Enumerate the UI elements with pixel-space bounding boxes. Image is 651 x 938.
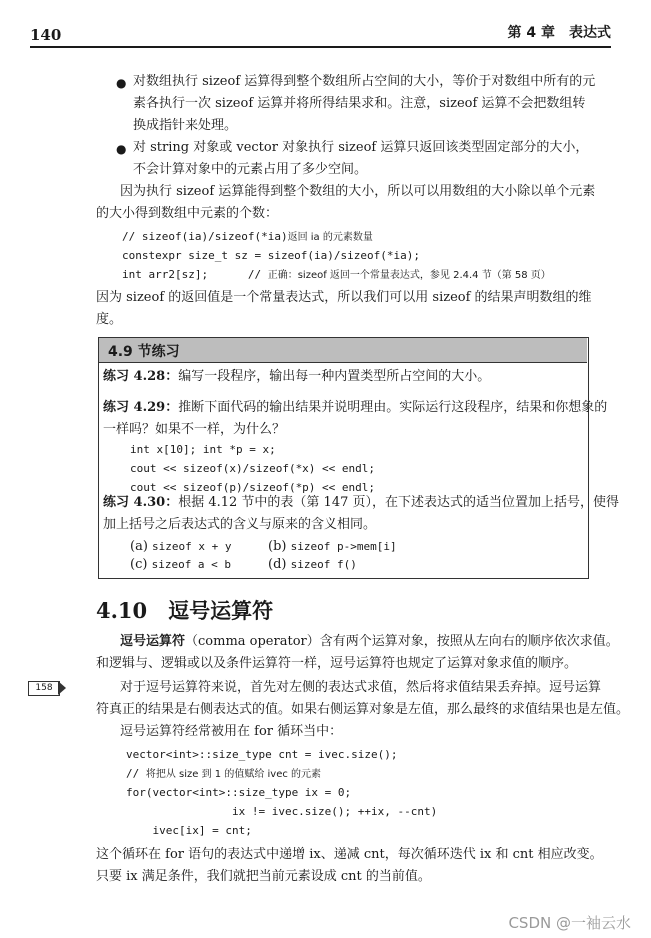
exercise-4-30-line-2: 加上括号之后表达式的含义与原来的含义相同。 xyxy=(103,517,377,532)
exercise-label: 练习 4.28： xyxy=(103,369,179,384)
item-expr: sizeof a < b xyxy=(151,558,232,571)
item-tag: (c) xyxy=(130,557,148,572)
item-expr: sizeof f() xyxy=(290,558,357,571)
bullet-1-line-3: 换成指针来处理。 xyxy=(133,118,238,133)
item-expr: sizeof x + y xyxy=(152,540,232,553)
exercise-text: 推断下面代码的输出结果并说明理由。实际运行这段程序，结果和你想象的 xyxy=(178,400,608,415)
exercise-4-29-line-2: 一样吗？如果不一样，为什么？ xyxy=(103,422,286,437)
comma-paragraph-2-line-1: 对于逗号运算符来说，首先对左侧的表达式求值，然后将求值结果丢弃掉。逗号运算 xyxy=(120,680,602,695)
exercise-label: 练习 4.29： xyxy=(103,400,179,415)
code-1-line-3 xyxy=(122,265,551,285)
exercise-code-line-1: int x[10]; int *p = x; xyxy=(130,443,276,456)
code-2-line-1: vector<int>::size_type cnt = ivec.size(); xyxy=(126,748,398,761)
exercise-item-c xyxy=(130,554,231,576)
item-expr: sizeof p->mem[i] xyxy=(290,540,397,553)
code-2-line-2 xyxy=(126,764,321,784)
exercise-4-30-line-1 xyxy=(103,492,619,514)
paragraph-text: （comma operator）含有两个运算对象，按照从左向右的顺序依次求值。 xyxy=(185,634,619,649)
code-1-line-2: constexpr size_t sz = sizeof(ia)/sizeof(*ia); xyxy=(122,249,421,262)
bullet-dot-icon: ● xyxy=(116,76,127,90)
bullet-1-line-1: 对数组执行 sizeof 运算得到整个数组所占空间的大小，等价于对数组中所有的元 xyxy=(133,74,596,89)
code-text: int arr2[sz]; // xyxy=(122,268,262,281)
comma-paragraph-1-line-1 xyxy=(120,631,619,653)
margin-tag-arrow-icon xyxy=(58,681,66,695)
code-text: // xyxy=(126,767,140,780)
exercise-4-29-line-1 xyxy=(103,397,607,419)
paragraph-1-line-1: 因为执行 sizeof 运算能得到整个数组的大小，所以可以用数组的大小除以单个元素 xyxy=(120,184,596,199)
comma-paragraph-3: 逗号运算符经常被用在 for 循环当中： xyxy=(120,724,343,739)
exercise-4-28 xyxy=(103,366,490,388)
term-bold: 逗号运算符 xyxy=(120,634,186,649)
margin-page-tag: 158 xyxy=(28,681,60,696)
item-tag: (b) xyxy=(268,539,287,554)
item-tag: (a) xyxy=(130,539,148,554)
bullet-2-line-1: 对 string 对象或 vector 对象执行 sizeof 运算只返回该类型固定部分的大小， xyxy=(133,140,589,155)
code-2-line-4: ix != ivec.size(); ++ix, --cnt) xyxy=(126,805,438,818)
exercise-title: 4.9 节练习 xyxy=(108,344,180,360)
comma-paragraph-2-line-2: 符真正的结果是右侧表达式的值。如果右侧运算对象是左值，那么最终的求值结果也是左值。 xyxy=(96,702,630,717)
bullet-1-line-2: 素各执行一次 sizeof 运算并将所得结果求和。注意，sizeof 运算不会把数组转 xyxy=(133,96,586,111)
code-comment: 正确：sizeof 返回一个常量表达式，参见 2.4.4 节（第 58 页） xyxy=(267,270,551,281)
code-text: // sizeof(ia)/sizeof(*ia) xyxy=(122,230,288,243)
comma-paragraph-4-line-2: 只要 ix 满足条件，我们就把当前元素设成 cnt 的当前值。 xyxy=(96,869,431,884)
comma-paragraph-4-line-1: 这个循环在 for 语句的表达式中递增 ix、递减 cnt，每次循环迭代 ix 和 cnt 相应改变。 xyxy=(96,847,603,862)
paragraph-1-line-2: 的大小得到数组中元素的个数： xyxy=(96,206,279,221)
code-comment: 返回 ia 的元素数量 xyxy=(287,232,373,243)
chapter-header: 第 4 章 表达式 xyxy=(507,25,611,41)
paragraph-2-line-2: 度。 xyxy=(96,312,123,327)
bullet-dot-icon: ● xyxy=(116,142,127,156)
comma-paragraph-1-line-2: 和逻辑与、逻辑或以及条件运算符一样，逗号运算符也规定了运算对象求值的顺序。 xyxy=(96,656,578,671)
code-2-line-3: for(vector<int>::size_type ix = 0; xyxy=(126,786,352,799)
watermark: CSDN @一袖云水 xyxy=(508,914,631,932)
section-title: 4.10 逗号运算符 xyxy=(96,598,274,623)
page-number: 140 xyxy=(30,26,62,44)
exercise-label: 练习 4.30： xyxy=(103,495,179,510)
exercise-text: 编写一段程序，输出每一种内置类型所占空间的大小。 xyxy=(178,369,491,384)
exercise-code-line-2: cout << sizeof(x)/sizeof(*x) << endl; xyxy=(130,462,376,475)
bullet-2-line-2: 不会计算对象中的元素占用了多少空间。 xyxy=(133,162,368,177)
exercise-text: 根据 4.12 节中的表（第 147 页），在下述表达式的适当位置加上括号，使得 xyxy=(178,495,619,510)
paragraph-2-line-1: 因为 sizeof 的返回值是一个常量表达式，所以我们可以用 sizeof 的结果声明数组的维 xyxy=(96,290,592,305)
item-tag: (d) xyxy=(268,557,287,572)
code-1-line-1 xyxy=(122,227,373,247)
header-rule xyxy=(30,46,611,48)
exercise-item-d xyxy=(268,554,357,576)
code-2-line-5: ivec[ix] = cnt; xyxy=(126,824,252,837)
code-comment: 将把从 size 到 1 的值赋给 ivec 的元素 xyxy=(145,769,322,780)
exercise-code-line-3: cout << sizeof(p)/sizeof(*p) << endl; xyxy=(130,481,376,494)
